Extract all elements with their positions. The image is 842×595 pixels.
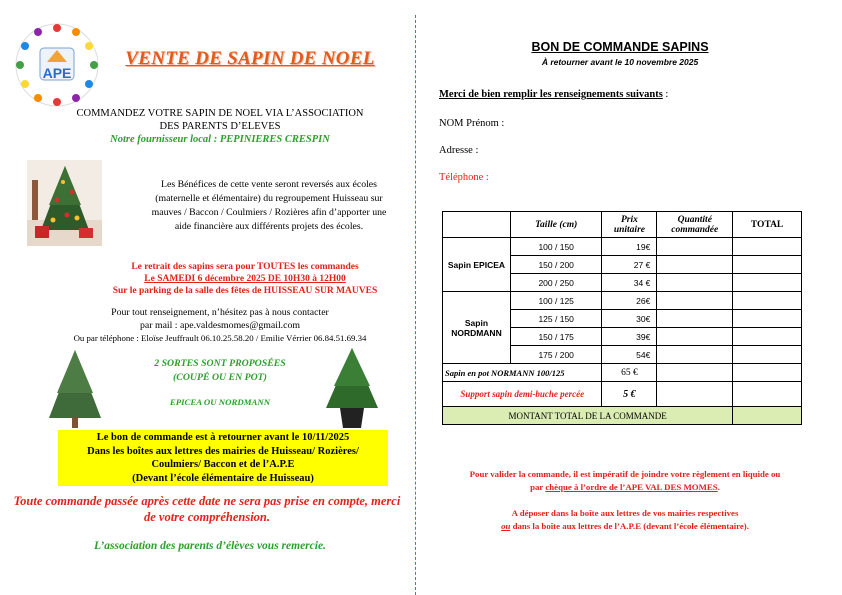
size-cell: 200 / 250 (510, 274, 602, 292)
sorts-line-1: 2 SORTES SONT PROPOSÉES (154, 358, 286, 369)
fill-prompt-colon: : (662, 89, 669, 100)
total-cell[interactable] (733, 256, 802, 274)
epicea-label: Sapin EPICEA (443, 238, 511, 292)
contact-info (30, 307, 410, 345)
grand-total-label: MONTANT TOTAL DE LA COMMANDE (443, 407, 733, 425)
svg-text:APE: APE (42, 65, 72, 81)
total-cell[interactable] (733, 364, 802, 382)
intro-block (40, 107, 400, 146)
price-cell: 39€ (602, 328, 657, 346)
return-notice (58, 430, 388, 486)
pickup-line-1: Le retrait des sapins sera pour TOUTES les commandes (131, 262, 359, 272)
header-total: TOTAL (733, 212, 802, 238)
payment-info (430, 468, 820, 493)
benefits-line: aide financière aux différents projets des écoles. (174, 221, 364, 232)
pickup-date: Le SAMEDI 6 décembre 2025 DE 10H30 à 12H00 (144, 274, 346, 284)
quantity-cell[interactable] (657, 328, 733, 346)
quantity-cell[interactable] (657, 238, 733, 256)
page-title: VENTE DE SAPIN DE NOEL (125, 48, 375, 69)
field-name-label[interactable]: NOM Prénom : (439, 118, 505, 129)
total-cell[interactable] (733, 382, 802, 407)
pot-label: Sapin en pot NORMANN 100/125 (443, 364, 602, 382)
payment-post: . (717, 481, 720, 492)
pot-row (443, 364, 802, 382)
total-cell[interactable] (733, 346, 802, 364)
return-line: Dans les boîtes aux lettres des mairies de Huisseau/ Rozières/ (87, 445, 359, 457)
price-cell: 26€ (602, 292, 657, 310)
header-quantity: Quantité commandée (657, 212, 733, 238)
supplier-line: Notre fournisseur local : PEPINIERES CRESPIN (110, 134, 330, 145)
quantity-cell[interactable] (657, 310, 733, 328)
return-line: Le bon de commande est à retourner avant le 10/11/2025 (96, 432, 350, 443)
quantity-cell[interactable] (657, 382, 733, 407)
size-cell: 175 / 200 (510, 346, 602, 364)
nordmann-label: Sapin NORDMANN (443, 292, 511, 364)
price-cell: 54€ (602, 346, 657, 364)
price-cell: 30€ (602, 310, 657, 328)
table-row (443, 292, 802, 310)
support-row (443, 382, 802, 407)
deposit-ou: ou (501, 520, 511, 531)
table-header-row (443, 212, 802, 238)
price-cell: 27 € (602, 256, 657, 274)
ape-logo (14, 22, 100, 108)
potted-tree-image (320, 346, 384, 430)
deposit-line-1: A déposer dans la boîte aux lettres de vos mairies respectives (511, 508, 739, 518)
sorts-line-3: EPICEA OU NORDMANN (169, 397, 271, 407)
total-cell[interactable] (733, 310, 802, 328)
order-table (442, 211, 802, 425)
header-size: Taille (cm) (510, 212, 602, 238)
header-blank (443, 212, 511, 238)
deposit-rest: dans la boîte aux lettres de l’A.P.E (devant l’école élémentaire). (510, 520, 749, 531)
price-cell: 19€ (602, 238, 657, 256)
grand-total-cell[interactable] (733, 407, 802, 425)
contact-phones: Ou par téléphone : Eloïse Jeuffrault 06.10.25.58.20 / Emilie Vérrier 06.84.51.69.34 (73, 333, 367, 343)
quantity-cell[interactable] (657, 274, 733, 292)
payment-line-2 (430, 481, 820, 494)
size-cell: 100 / 125 (510, 292, 602, 310)
intro-line-2: DES PARENTS D’ELEVES (159, 121, 281, 132)
pot-price: 65 € (602, 364, 657, 382)
grand-total-row (443, 407, 802, 425)
benefits-text (128, 178, 410, 234)
quantity-cell[interactable] (657, 364, 733, 382)
contact-line-1: Pour tout renseignement, n’hésitez pas à nous contacter (111, 307, 329, 318)
cut-tree-image (45, 348, 105, 430)
sorts-block (120, 357, 320, 409)
support-price: 5 € (602, 382, 657, 407)
intro-line-1: COMMANDEZ VOTRE SAPIN DE NOEL VIA L’ASSOCIATION (76, 108, 364, 119)
total-cell[interactable] (733, 292, 802, 310)
payment-check-order: chèque à l’ordre de l’APE VAL DES MOMES (545, 481, 718, 492)
deposit-line-2 (430, 520, 820, 533)
header-unit-price: Prix unitaire (602, 212, 657, 238)
size-cell: 150 / 200 (510, 256, 602, 274)
order-form-subtitle: À retourner avant le 10 novembre 2025 (541, 57, 699, 67)
benefits-line: (maternelle et élémentaire) du regroupement Huisseau sur (155, 193, 383, 204)
column-divider (415, 15, 416, 595)
benefits-line: mauves / Baccon / Coulmiers / Rozières afin d’apporter une (151, 207, 387, 218)
sorts-line-2: (COUPÉ OU EN POT) (173, 372, 267, 383)
quantity-cell[interactable] (657, 256, 733, 274)
size-cell: 125 / 150 (510, 310, 602, 328)
return-line: (Devant l’école élémentaire de Huisseau) (132, 472, 314, 484)
thanks-line: L’association des parents d’élèves vous remercie. (94, 540, 326, 552)
fill-prompt (439, 89, 668, 100)
fill-prompt-text: Merci de bien remplir les renseignements suivants (439, 89, 663, 100)
size-cell: 150 / 175 (510, 328, 602, 346)
total-cell[interactable] (733, 328, 802, 346)
late-notice: Toute commande passée après cette date ne sera pas prise en compte, merci de votre compréhension. (13, 494, 401, 524)
quantity-cell[interactable] (657, 346, 733, 364)
benefits-line: Les Bénéfices de cette vente seront reversés aux écoles (161, 179, 377, 190)
size-cell: 100 / 150 (510, 238, 602, 256)
field-phone-label[interactable]: Téléphone : (439, 172, 489, 183)
support-label: Support sapin demi-buche percée (443, 382, 602, 407)
order-form-title: BON DE COMMANDE SAPINS (531, 40, 709, 54)
pickup-location: Sur le parking de la salle des fêtes de HUISSEAU SUR MAUVES (112, 286, 378, 296)
field-address-label[interactable]: Adresse : (439, 145, 479, 156)
payment-pre: par (530, 481, 546, 492)
total-cell[interactable] (733, 274, 802, 292)
price-cell: 34 € (602, 274, 657, 292)
christmas-tree-photo (27, 160, 102, 246)
pickup-info (60, 261, 430, 297)
return-line: Coulmiers/ Baccon et de l’A.P.E (151, 459, 295, 470)
total-cell[interactable] (733, 238, 802, 256)
quantity-cell[interactable] (657, 292, 733, 310)
table-row (443, 238, 802, 256)
payment-line-1: Pour valider la commande, il est impératif de joindre votre règlement en liquide ou (469, 469, 781, 479)
deposit-info (430, 507, 820, 532)
contact-email: par mail : ape.valdesmomes@gmail.com (139, 319, 300, 331)
